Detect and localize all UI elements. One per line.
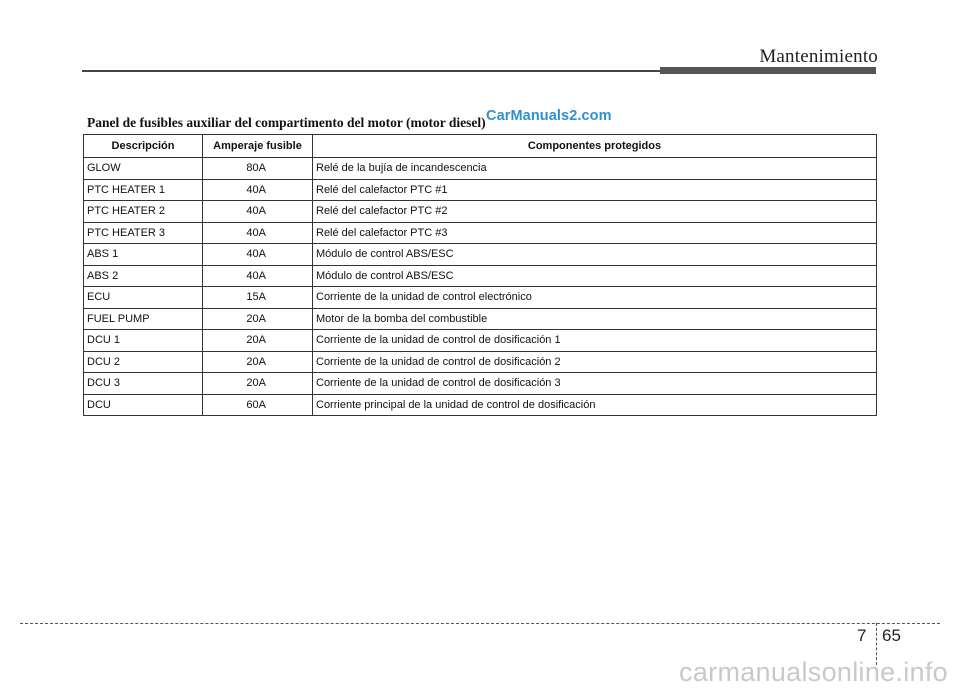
- table-row: [84, 287, 877, 309]
- cell-components: Relé del calefactor PTC #1: [313, 179, 877, 201]
- footer-dashed-rule: [20, 623, 940, 624]
- cell-description: PTC HEATER 3: [84, 222, 203, 244]
- cell-description: PTC HEATER 2: [84, 201, 203, 223]
- cell-description: FUEL PUMP: [84, 308, 203, 330]
- cell-description: PTC HEATER 1: [84, 179, 203, 201]
- cell-components: Relé del calefactor PTC #2: [313, 201, 877, 223]
- table-row: [84, 244, 877, 266]
- cell-components: Relé del calefactor PTC #3: [313, 222, 877, 244]
- fuse-table: [83, 134, 877, 416]
- cell-amperage: 40A: [203, 201, 313, 223]
- table-header-row: [84, 135, 877, 158]
- watermark-top: CarManuals2.com: [486, 108, 612, 124]
- cell-amperage: 20A: [203, 330, 313, 352]
- cell-description: DCU 3: [84, 373, 203, 395]
- cell-amperage: 20A: [203, 373, 313, 395]
- cell-components: Relé de la bujía de incandescencia: [313, 158, 877, 180]
- column-header-amperage: Amperaje fusible: [203, 135, 313, 158]
- cell-amperage: 20A: [203, 308, 313, 330]
- cell-components: Motor de la bomba del combustible: [313, 308, 877, 330]
- cell-description: ABS 1: [84, 244, 203, 266]
- table-row: [84, 330, 877, 352]
- table-row: [84, 158, 877, 180]
- table-row: [84, 373, 877, 395]
- cell-components: Corriente de la unidad de control de dosificación 2: [313, 351, 877, 373]
- page-number: 65: [882, 626, 901, 645]
- cell-description: ECU: [84, 287, 203, 309]
- cell-components: Corriente de la unidad de control de dosificación 3: [313, 373, 877, 395]
- section-title: Panel de fusibles auxiliar del compartimento del motor (motor diesel): [87, 115, 486, 130]
- table-row: [84, 308, 877, 330]
- column-header-description: Descripción: [84, 135, 203, 158]
- cell-amperage: 60A: [203, 394, 313, 416]
- cell-description: DCU: [84, 394, 203, 416]
- cell-components: Módulo de control ABS/ESC: [313, 265, 877, 287]
- cell-amperage: 20A: [203, 351, 313, 373]
- cell-description: GLOW: [84, 158, 203, 180]
- cell-amperage: 40A: [203, 244, 313, 266]
- cell-description: ABS 2: [84, 265, 203, 287]
- chapter-number: 7: [857, 626, 867, 645]
- watermark-bottom: carmanualsonline.info: [679, 657, 948, 687]
- column-header-components: Componentes protegidos: [313, 135, 877, 158]
- table-row: [84, 265, 877, 287]
- table-row: [84, 394, 877, 416]
- cell-amperage: 40A: [203, 179, 313, 201]
- cell-amperage: 40A: [203, 265, 313, 287]
- table-row: [84, 351, 877, 373]
- header-rule-thick: [660, 67, 876, 74]
- cell-amperage: 80A: [203, 158, 313, 180]
- cell-components: Módulo de control ABS/ESC: [313, 244, 877, 266]
- cell-amperage: 15A: [203, 287, 313, 309]
- cell-components: Corriente de la unidad de control electrónico: [313, 287, 877, 309]
- table-row: [84, 222, 877, 244]
- table-row: [84, 179, 877, 201]
- table-row: [84, 201, 877, 223]
- page-header-title: Mantenimiento: [759, 46, 878, 67]
- cell-description: DCU 2: [84, 351, 203, 373]
- cell-components: Corriente de la unidad de control de dosificación 1: [313, 330, 877, 352]
- cell-components: Corriente principal de la unidad de control de dosificación: [313, 394, 877, 416]
- cell-description: DCU 1: [84, 330, 203, 352]
- header-rule-thin: [82, 70, 660, 72]
- cell-amperage: 40A: [203, 222, 313, 244]
